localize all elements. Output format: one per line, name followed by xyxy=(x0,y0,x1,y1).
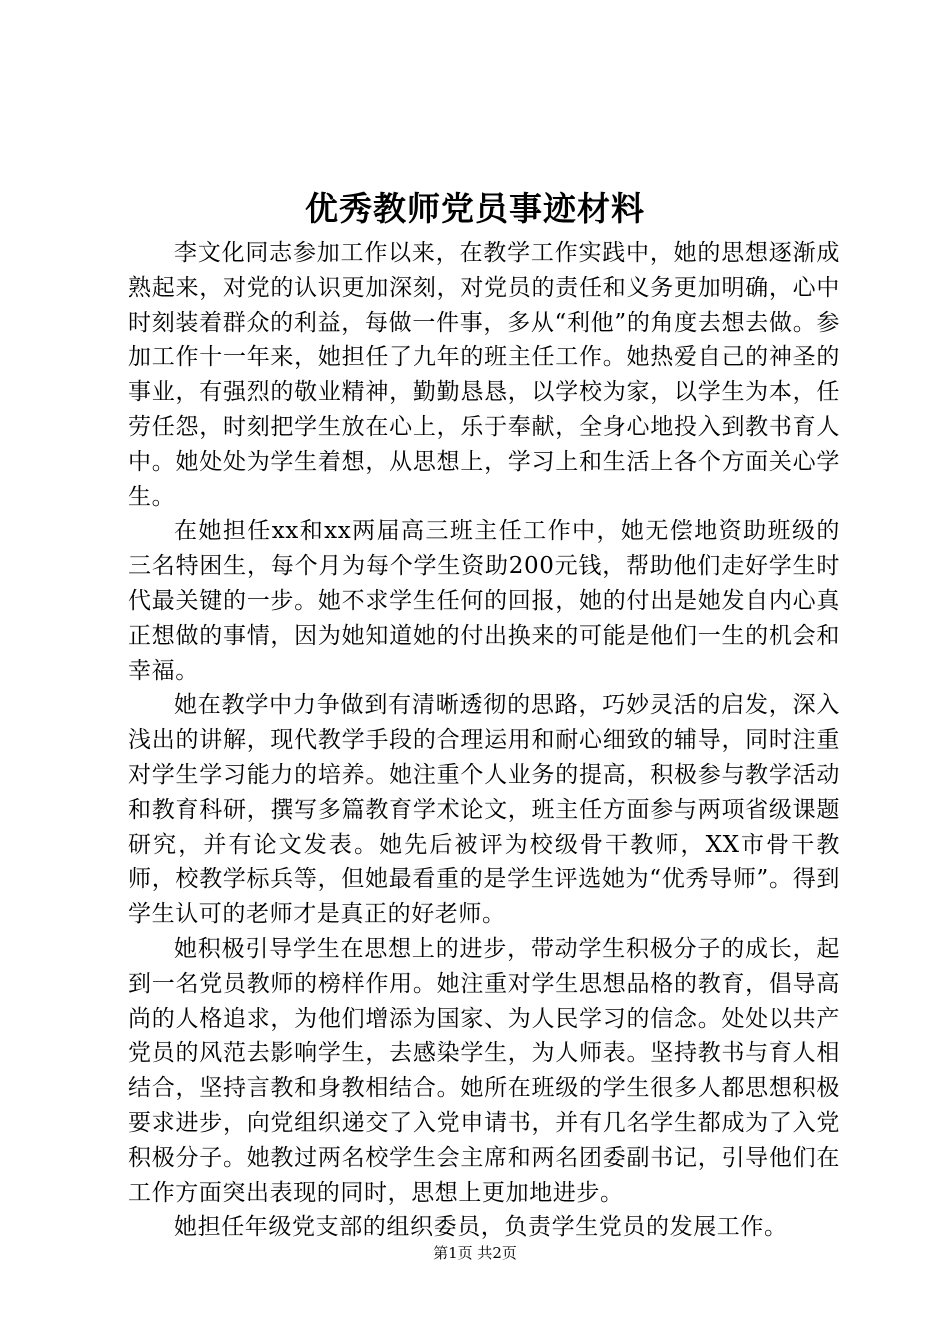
document-body xyxy=(128,236,840,1245)
paragraph: 她在教学中力争做到有清晰透彻的思路，巧妙灵活的启发，深入浅出的讲解，现代教学手段的合理运用和耐心细致的辅导，同时注重对学生学习能力的培养。她注重个人业务的提高，积极参与教学活动和教育科研，撰写多篇教育学术论文，班主任方面参与两项省级课题研究，并有论文发表。她先后被评为校级骨干教师，XX市骨干教师，校教学标兵等，但她最看重的是学生评选她为“优秀导师”。得到学生认可的老师才是真正的好老师。 xyxy=(128,692,840,928)
page-number-footer: 第1页 共2页 xyxy=(433,1244,517,1262)
paragraph: 她积极引导学生在思想上的进步，带动学生积极分子的成长，起到一名党员教师的榜样作用。她注重对学生思想品格的教育，倡导高尚的人格追求，为他们增添为国家、为人民学习的信念。处处以共产党员的风范去影响学生，去感染学生，为人师表。坚持教书与育人相结合，坚持言教和身教相结合。她所在班级的学生很多人都思想积极要求进步，向党组织递交了入党申请书，并有几名学生都成为了入党积极分子。她教过两名校学生会主席和两名团委副书记，引导他们在工作方面突出表现的同时，思想上更加地进步。 xyxy=(128,935,840,1206)
paragraph: 她担任年级党支部的组织委员，负责学生党员的发展工作。 xyxy=(174,1214,788,1241)
document-title: 优秀教师党员事迹材料 xyxy=(305,189,645,228)
paragraph: 李文化同志参加工作以来，在教学工作实践中，她的思想逐渐成熟起来，对党的认识更加深刻，对党员的责任和义务更加明确，心中时刻装着群众的利益，每做一件事，多从“利他”的角度去想去做。参加工作十一年来，她担任了九年的班主任工作。她热爱自己的神圣的事业，有强烈的敬业精神，勤勤恳恳，以学校为家，以学生为本，任劳任怨，时刻把学生放在心上，乐于奉献，全身心地投入到教书育人中。她处处为学生着想，从思想上，学习上和生活上各个方面关心学生。 xyxy=(128,240,840,510)
paragraph: 在她担任xx和xx两届高三班主任工作中，她无偿地资助班级的三名特困生，每个月为每个学生资助200元钱，帮助他们走好学生时代最关键的一步。她不求学生任何的回报，她的付出是她发自内心真正想做的事情，因为她知道她的付出换来的可能是他们一生的机会和幸福。 xyxy=(128,518,840,684)
